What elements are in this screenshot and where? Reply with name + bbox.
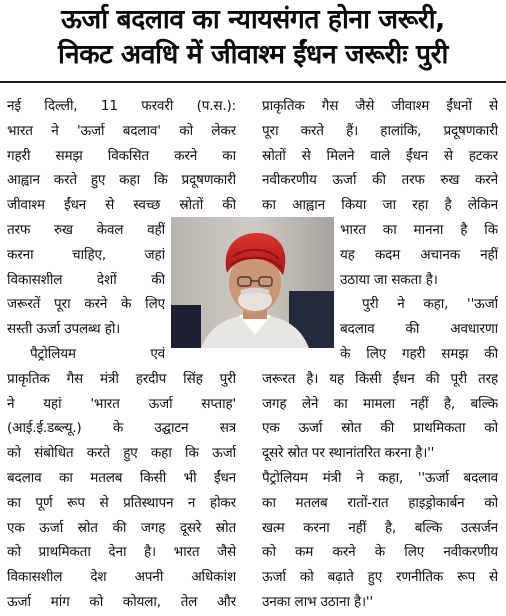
left-column-line: प्राकृतिक गैस मंत्री हरदीप सिंह पुरी	[7, 370, 236, 387]
left-column-line: पैट्रोलियम एवं	[30, 346, 165, 362]
left-column-line: जीवाश्म ईंधन से स्वच्छ स्रोतों की	[7, 197, 236, 214]
left-column-line: ने यहां 'भारत ऊर्जा सप्ताह'	[7, 395, 236, 412]
right-column-line: का आह्वान किया जा रहा है लेकिन	[262, 197, 498, 214]
left-column-line: जरूरतें पूरा करने के लिए	[7, 296, 165, 313]
left-column-line: विकासशील देशों की	[7, 271, 165, 288]
right-column-line: भारत का मानना है कि	[340, 222, 498, 238]
headline-line-1: ऊर्जा बदलाव का न्यायसंगत होना जरूरी,	[61, 4, 445, 35]
right-column-line: उनका लाभ उठाना है।''	[262, 594, 373, 610]
right-column-line: दूसरे स्रोत पर स्थानांतरित करना है।''	[262, 445, 435, 462]
headline-rule	[0, 81, 506, 83]
right-column-line: ऊर्जा को बढ़ाते हुए रणनीतिक रूप से	[262, 569, 498, 586]
headline-line-2: निकट अवधि में जीवाश्म ईंधन जरूरीः पुरी	[58, 39, 448, 70]
right-column-line: बदलाव की अवधारणा	[340, 321, 498, 338]
right-column-line: स्रोतों से मिलने वाले ईंधन से हटकर	[262, 147, 498, 164]
left-column-line: विकासशील देश अपनी अधिकांश	[7, 569, 236, 586]
right-column-line: पैट्रोलियम मंत्री ने कहा, ''ऊर्जा बदलाव	[262, 470, 498, 486]
right-column-line: का मतलब रातों-रात हाइड्रोकार्बन को	[262, 494, 498, 511]
left-column-line: नई दिल्ली, 11 फरवरी (प.स.):	[7, 98, 236, 114]
right-column-line: पुरी ने कहा, ''ऊर्जा	[362, 296, 498, 313]
left-column-line: करना चाहिए, जहां	[7, 246, 165, 263]
right-column-line: को कम करने के लिए नवीकरणीय	[262, 544, 498, 561]
right-column-line: नवीकरणीय ऊर्जा की तरफ रुख करने	[262, 172, 498, 189]
left-column-line: (आई.ई.डब्ल्यू.) के उद्घाटन सत्र	[7, 420, 236, 437]
left-column-line: सस्ती ऊर्जा उपलब्ध हो।	[7, 321, 121, 338]
minister-photo	[171, 217, 334, 348]
right-column-line: के लिए गहरी समझ की	[340, 346, 498, 362]
left-column-line: को प्राथमिकता देना है। भारत जैसे	[7, 544, 236, 561]
right-column-line: यह कदम अचानक नहीं	[340, 246, 498, 263]
headline	[8, 2, 498, 72]
right-column-line: पूरा करते हैं। हालांकि, प्रदूषणकारी	[262, 122, 498, 139]
left-column-line: गहरी समझ विकसित करने का	[7, 147, 236, 164]
left-column-line: आह्वान करते हुए कहा कि प्रदूषणकारी	[7, 172, 236, 189]
right-column-line: जगह लेने का मामला नहीं है, बल्कि	[262, 395, 498, 412]
right-column-line: खत्म करना नहीं है, बल्कि उत्सर्जन	[262, 519, 498, 536]
left-column-line: तरफ रुख केवल वहीं	[7, 222, 165, 238]
right-column-line: एक ऊर्जा स्रोत की प्राथमिकता को	[262, 420, 498, 437]
left-column-line: बदलाव का मतलब किसी भी ईंधन	[7, 470, 236, 486]
person-photo-icon	[171, 217, 334, 348]
right-column-line: उठाया जा सकता है।	[340, 271, 438, 288]
left-column-line: एक ऊर्जा स्रोत की जगह दूसरे स्रोत	[7, 519, 236, 536]
right-column-line: जरूरत है। यह किसी ईंधन की पूरी तरह	[262, 370, 498, 387]
left-column-line: भारत ने 'ऊर्जा बदलाव' को लेकर	[7, 122, 236, 139]
left-column-line: का पूर्ण रूप से प्रतिस्थापन न होकर	[7, 494, 236, 511]
left-column-line: को संबोधित करते हुए कहा कि ऊर्जा	[7, 445, 236, 462]
right-column-line: प्राकृतिक गैस जैसे जीवाश्म ईंधनों से	[262, 98, 498, 114]
left-column-line: ऊर्जा मांग को कोयला, तेल और	[7, 594, 236, 610]
